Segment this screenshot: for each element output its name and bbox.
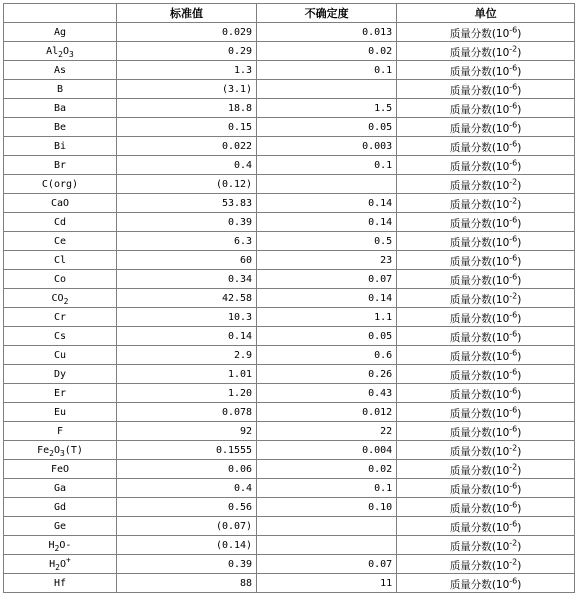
uncertainty-value: 1.1 — [257, 308, 397, 327]
unit-exponent: -2 — [509, 44, 518, 54]
unit-exponent: -6 — [509, 158, 518, 168]
uncertainty-value: 0.003 — [257, 137, 397, 156]
component-name: Be — [4, 118, 117, 137]
component-name: As — [4, 61, 117, 80]
component-name: $Al_2O_3$ — [4, 42, 117, 61]
standard-value: 0.029 — [116, 23, 256, 42]
standard-value: 88 — [116, 574, 256, 593]
uncertainty-value: 0.14 — [257, 194, 397, 213]
uncertainty-value — [257, 536, 397, 555]
table-row — [4, 251, 575, 270]
component-name: Er — [4, 384, 117, 403]
unit-cell: 质量分数$(10^{-6})$ — [397, 118, 575, 137]
table-row — [4, 517, 575, 536]
standard-value: (0.14) — [116, 536, 256, 555]
table-row — [4, 460, 575, 479]
unit-exponent: -6 — [509, 101, 518, 111]
table-row — [4, 308, 575, 327]
unit-cell: 质量分数$(10^{-2})$ — [397, 460, 575, 479]
unit-cell: 质量分数$(10^{-6})$ — [397, 517, 575, 536]
uncertainty-value: 0.26 — [257, 365, 397, 384]
standard-value: 42.58 — [116, 289, 256, 308]
standard-value: 0.078 — [116, 403, 256, 422]
unit-exponent: -6 — [509, 25, 518, 35]
standard-value: 1.3 — [116, 61, 256, 80]
component-name: B — [4, 80, 117, 99]
table-row — [4, 289, 575, 308]
uncertainty-value: 0.05 — [257, 118, 397, 137]
unit-label: 质量分数 — [449, 66, 492, 78]
component-name: Eu — [4, 403, 117, 422]
component-name: $H_2O^+$ — [4, 555, 117, 574]
table-row — [4, 327, 575, 346]
unit-exponent: -6 — [509, 329, 518, 339]
component-name: Cd — [4, 213, 117, 232]
unit-exponent: -2 — [509, 177, 518, 187]
unit-label: 质量分数 — [449, 123, 492, 135]
component-name: Hf — [4, 574, 117, 593]
unit-label: 质量分数 — [449, 256, 492, 268]
standard-value: 10.3 — [116, 308, 256, 327]
unit-label: 质量分数 — [449, 142, 492, 154]
component-name: Ce — [4, 232, 117, 251]
standard-value: 53.83 — [116, 194, 256, 213]
unit-cell: 质量分数$(10^{-6})$ — [397, 270, 575, 289]
uncertainty-value: 0.1 — [257, 479, 397, 498]
unit-exponent: -6 — [509, 519, 518, 529]
table-row — [4, 42, 575, 61]
uncertainty-value — [257, 80, 397, 99]
uncertainty-value: 0.02 — [257, 460, 397, 479]
unit-cell: 质量分数$(10^{-2})$ — [397, 42, 575, 61]
standard-value: 2.9 — [116, 346, 256, 365]
component-name: $H_2O-$ — [4, 536, 117, 555]
component-name: FeO — [4, 460, 117, 479]
component-name: Ba — [4, 99, 117, 118]
component-name: Cu — [4, 346, 117, 365]
unit-cell: 质量分数$(10^{-6})$ — [397, 346, 575, 365]
unit-exponent: -6 — [509, 120, 518, 130]
component-name: Cl — [4, 251, 117, 270]
table-row — [4, 403, 575, 422]
uncertainty-value: 0.02 — [257, 42, 397, 61]
unit-label: 质量分数 — [449, 484, 492, 496]
unit-cell: 质量分数$(10^{-2})$ — [397, 441, 575, 460]
component-name: $Fe_2O_3(T)$ — [4, 441, 117, 460]
table-body — [4, 23, 575, 593]
component-name: F — [4, 422, 117, 441]
header-row — [4, 4, 575, 23]
unit-cell: 质量分数$(10^{-2})$ — [397, 289, 575, 308]
header-uncertainty: 不确定度 — [257, 4, 397, 23]
uncertainty-value: 0.07 — [257, 555, 397, 574]
table-row — [4, 270, 575, 289]
unit-label: 质量分数 — [449, 370, 492, 382]
unit-label: 质量分数 — [449, 180, 492, 192]
table-row — [4, 574, 575, 593]
unit-cell: 质量分数$(10^{-6})$ — [397, 403, 575, 422]
unit-cell: 质量分数$(10^{-2})$ — [397, 175, 575, 194]
unit-exponent: -2 — [509, 462, 518, 472]
unit-cell: 质量分数$(10^{-2})$ — [397, 536, 575, 555]
component-name: Cs — [4, 327, 117, 346]
unit-label: 质量分数 — [449, 351, 492, 363]
standard-value: 6.3 — [116, 232, 256, 251]
unit-exponent: -6 — [509, 234, 518, 244]
uncertainty-value: 0.004 — [257, 441, 397, 460]
standard-value: 0.15 — [116, 118, 256, 137]
uncertainty-value — [257, 517, 397, 536]
unit-cell: 质量分数$(10^{-2})$ — [397, 194, 575, 213]
uncertainty-value: 0.013 — [257, 23, 397, 42]
unit-cell: 质量分数$(10^{-6})$ — [397, 213, 575, 232]
unit-exponent: -6 — [509, 82, 518, 92]
unit-exponent: -6 — [509, 500, 518, 510]
component-name: CaO — [4, 194, 117, 213]
unit-cell: 质量分数$(10^{-6})$ — [397, 23, 575, 42]
standard-value: (0.07) — [116, 517, 256, 536]
unit-label: 质量分数 — [449, 408, 492, 420]
table-row — [4, 61, 575, 80]
table-row — [4, 194, 575, 213]
unit-label: 质量分数 — [449, 161, 492, 173]
unit-exponent: -6 — [509, 272, 518, 282]
unit-label: 质量分数 — [449, 47, 492, 59]
header-component — [4, 4, 117, 23]
uncertainty-value: 0.14 — [257, 213, 397, 232]
unit-cell: 质量分数$(10^{-6})$ — [397, 232, 575, 251]
table-row — [4, 422, 575, 441]
uncertainty-value: 0.1 — [257, 61, 397, 80]
standard-value: 0.06 — [116, 460, 256, 479]
uncertainty-value: 22 — [257, 422, 397, 441]
component-name: $CO_2$ — [4, 289, 117, 308]
uncertainty-value: 0.5 — [257, 232, 397, 251]
table-row — [4, 213, 575, 232]
unit-cell: 质量分数$(10^{-6})$ — [397, 137, 575, 156]
header-unit: 单位 — [397, 4, 575, 23]
uncertainty-value: 11 — [257, 574, 397, 593]
component-name: Co — [4, 270, 117, 289]
component-name: Ge — [4, 517, 117, 536]
standard-value: 0.34 — [116, 270, 256, 289]
unit-cell: 质量分数$(10^{-6})$ — [397, 365, 575, 384]
unit-exponent: -2 — [509, 443, 518, 453]
unit-label: 质量分数 — [449, 313, 492, 325]
header-standard-value: 标准值 — [116, 4, 256, 23]
table-row — [4, 137, 575, 156]
unit-exponent: -6 — [509, 386, 518, 396]
unit-exponent: -6 — [509, 215, 518, 225]
unit-cell: 质量分数$(10^{-6})$ — [397, 251, 575, 270]
standard-value: 0.1555 — [116, 441, 256, 460]
table-row — [4, 23, 575, 42]
unit-cell: 质量分数$(10^{-6})$ — [397, 384, 575, 403]
component-name: Dy — [4, 365, 117, 384]
standard-value: 18.8 — [116, 99, 256, 118]
component-name: Bi — [4, 137, 117, 156]
table-row — [4, 232, 575, 251]
reference-values-table — [3, 3, 575, 593]
standard-value: 0.39 — [116, 555, 256, 574]
component-name: C(org) — [4, 175, 117, 194]
unit-exponent: -2 — [509, 557, 518, 567]
unit-exponent: -6 — [509, 576, 518, 586]
standard-value: 0.29 — [116, 42, 256, 61]
uncertainty-value: 23 — [257, 251, 397, 270]
unit-cell: 质量分数$(10^{-6})$ — [397, 574, 575, 593]
unit-label: 质量分数 — [449, 560, 492, 572]
unit-label: 质量分数 — [449, 579, 492, 591]
unit-exponent: -6 — [509, 139, 518, 149]
unit-cell: 质量分数$(10^{-6})$ — [397, 327, 575, 346]
table-row — [4, 441, 575, 460]
component-name: Ga — [4, 479, 117, 498]
standard-value: 0.4 — [116, 156, 256, 175]
standard-value: 0.14 — [116, 327, 256, 346]
standard-value: 60 — [116, 251, 256, 270]
table-row — [4, 175, 575, 194]
standard-value: 1.20 — [116, 384, 256, 403]
unit-exponent: -6 — [509, 405, 518, 415]
standard-value: 0.4 — [116, 479, 256, 498]
uncertainty-value: 0.43 — [257, 384, 397, 403]
unit-cell: 质量分数$(10^{-2})$ — [397, 555, 575, 574]
standard-value: 92 — [116, 422, 256, 441]
unit-exponent: -6 — [509, 367, 518, 377]
unit-label: 质量分数 — [449, 389, 492, 401]
standard-value: 0.56 — [116, 498, 256, 517]
unit-exponent: -6 — [509, 424, 518, 434]
table-row — [4, 346, 575, 365]
table-row — [4, 99, 575, 118]
standard-value: (3.1) — [116, 80, 256, 99]
unit-cell: 质量分数$(10^{-6})$ — [397, 99, 575, 118]
table-row — [4, 118, 575, 137]
table-row — [4, 80, 575, 99]
unit-exponent: -6 — [509, 310, 518, 320]
unit-label: 质量分数 — [449, 503, 492, 515]
unit-label: 质量分数 — [449, 104, 492, 116]
unit-exponent: -6 — [509, 481, 518, 491]
unit-cell: 质量分数$(10^{-6})$ — [397, 61, 575, 80]
table-row — [4, 536, 575, 555]
uncertainty-value: 0.14 — [257, 289, 397, 308]
unit-cell: 质量分数$(10^{-6})$ — [397, 308, 575, 327]
unit-exponent: -6 — [509, 348, 518, 358]
unit-exponent: -2 — [509, 291, 518, 301]
unit-label: 质量分数 — [449, 522, 492, 534]
unit-exponent: -6 — [509, 63, 518, 73]
unit-label: 质量分数 — [449, 427, 492, 439]
standard-value: 0.39 — [116, 213, 256, 232]
unit-cell: 质量分数$(10^{-6})$ — [397, 156, 575, 175]
unit-cell: 质量分数$(10^{-6})$ — [397, 80, 575, 99]
unit-exponent: -2 — [509, 538, 518, 548]
uncertainty-value: 0.07 — [257, 270, 397, 289]
unit-label: 质量分数 — [449, 294, 492, 306]
unit-cell: 质量分数$(10^{-6})$ — [397, 498, 575, 517]
standard-value: 1.01 — [116, 365, 256, 384]
component-name: Cr — [4, 308, 117, 327]
standard-value: 0.022 — [116, 137, 256, 156]
table-row — [4, 365, 575, 384]
uncertainty-value: 0.6 — [257, 346, 397, 365]
table-row — [4, 384, 575, 403]
unit-label: 质量分数 — [449, 85, 492, 97]
table-row — [4, 479, 575, 498]
uncertainty-value: 1.5 — [257, 99, 397, 118]
table-row — [4, 156, 575, 175]
unit-label: 质量分数 — [449, 446, 492, 458]
unit-label: 质量分数 — [449, 332, 492, 344]
unit-label: 质量分数 — [449, 465, 492, 477]
table-row — [4, 555, 575, 574]
unit-cell: 质量分数$(10^{-6})$ — [397, 422, 575, 441]
component-name: Br — [4, 156, 117, 175]
unit-label: 质量分数 — [449, 237, 492, 249]
standard-value: (0.12) — [116, 175, 256, 194]
unit-cell: 质量分数$(10^{-6})$ — [397, 479, 575, 498]
component-name: Gd — [4, 498, 117, 517]
uncertainty-value — [257, 175, 397, 194]
component-name: Ag — [4, 23, 117, 42]
uncertainty-value: 0.1 — [257, 156, 397, 175]
uncertainty-value: 0.10 — [257, 498, 397, 517]
unit-exponent: -6 — [509, 253, 518, 263]
uncertainty-value: 0.012 — [257, 403, 397, 422]
unit-label: 质量分数 — [449, 28, 492, 40]
uncertainty-value: 0.05 — [257, 327, 397, 346]
unit-label: 质量分数 — [449, 275, 492, 287]
table-row — [4, 498, 575, 517]
unit-label: 质量分数 — [449, 218, 492, 230]
unit-label: 质量分数 — [449, 541, 492, 553]
unit-exponent: -2 — [509, 196, 518, 206]
unit-label: 质量分数 — [449, 199, 492, 211]
